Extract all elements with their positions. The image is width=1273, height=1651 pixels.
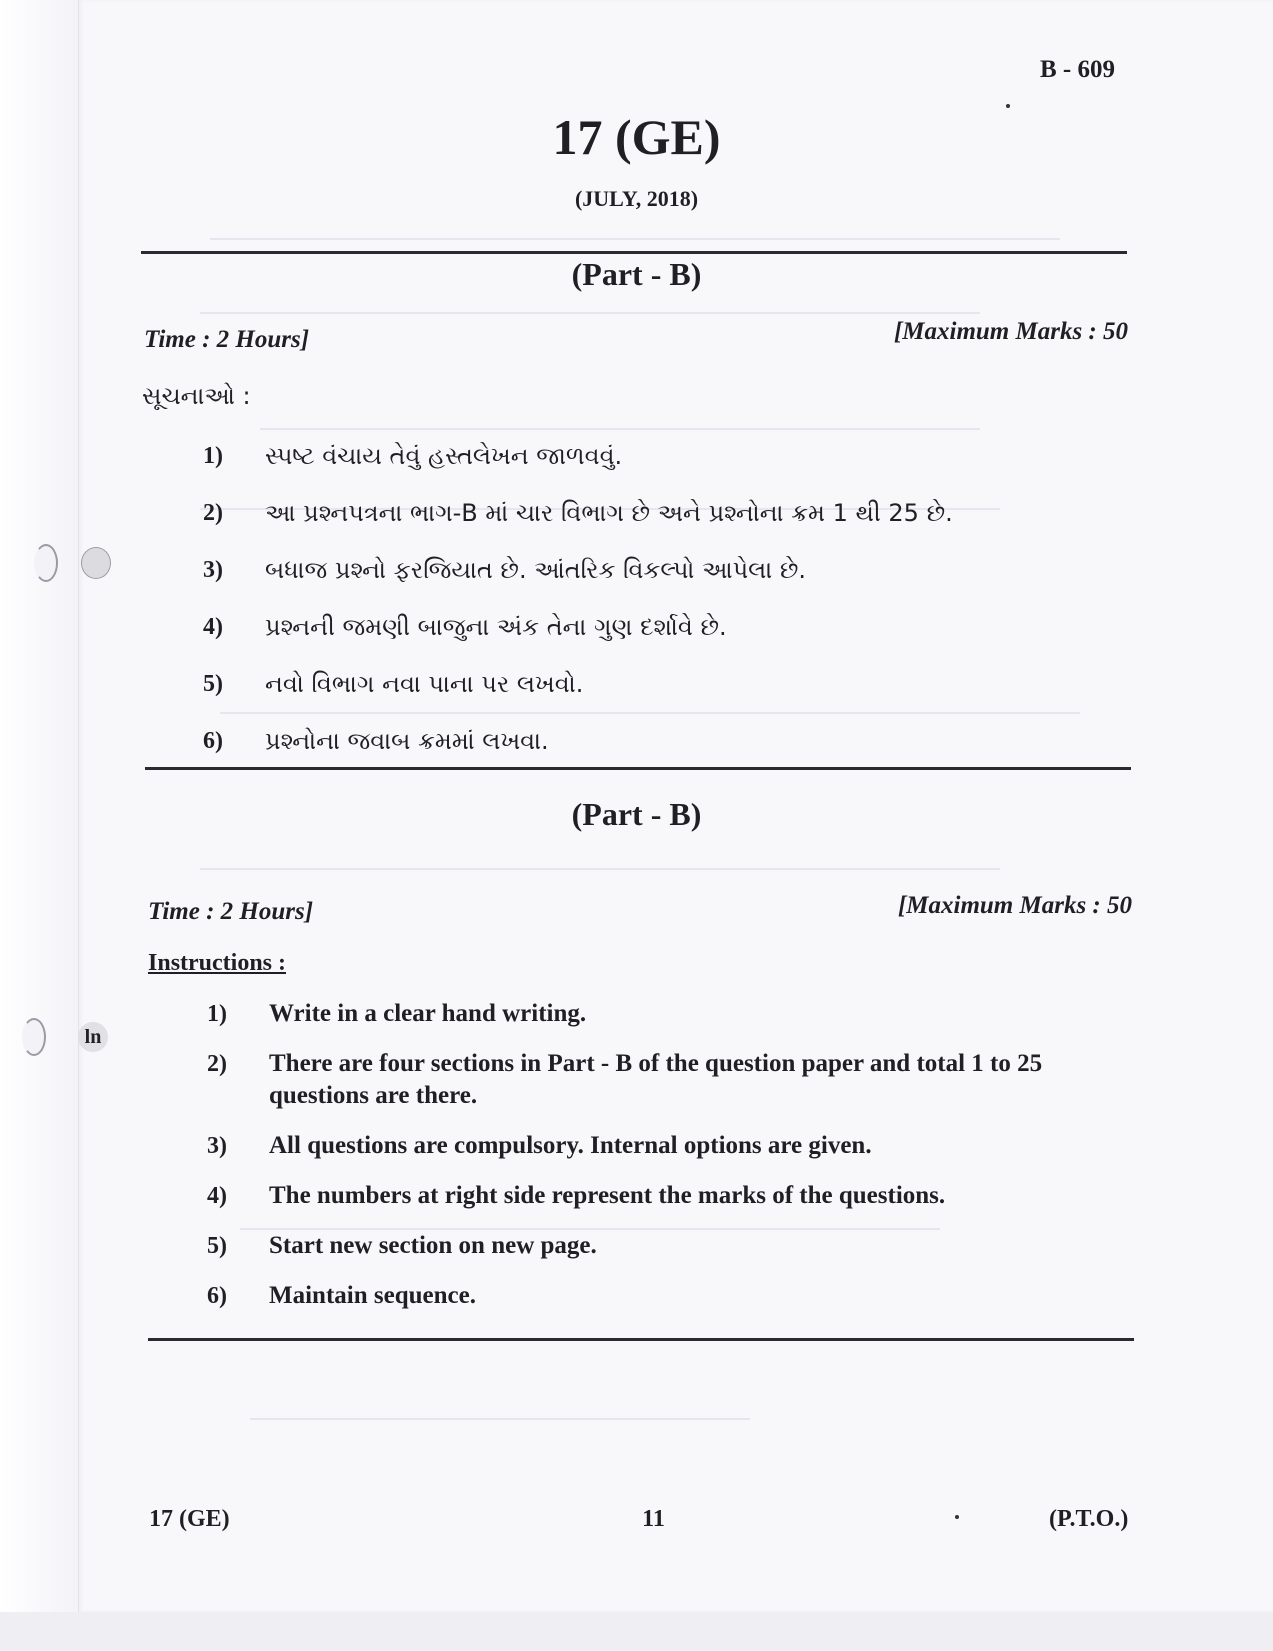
paper-title: 17 (GE) [552, 109, 721, 165]
bleed-through-line [250, 1418, 750, 1420]
max-marks-english: [Maximum Marks : 50 [897, 892, 1132, 919]
item-text: All questions are compulsory. Internal options are given. [269, 1132, 872, 1159]
bleed-through-line [210, 238, 1060, 240]
part-label-gujarati: (Part - B) [571, 256, 702, 292]
bleed-through-line [200, 868, 1000, 870]
list-item [207, 1048, 1137, 1112]
item-text: આ પ્રશ્નપત્રના ભાગ-B માં ચાર વિભાગ છે અને પ્રશ્નોના ક્રમ 1 થી 25 છે. [265, 499, 953, 527]
instructions-list-english [207, 998, 1137, 1330]
footer-paper-title: 17 (GE) [149, 1506, 230, 1532]
divider [141, 251, 1127, 254]
item-text: The numbers at right side represent the marks of the questions. [269, 1182, 946, 1209]
time-gujarati: Time : 2 Hours] [144, 326, 310, 353]
item-number: 5) [203, 671, 223, 697]
list-item [203, 611, 1103, 668]
item-text: Start new section on new page. [269, 1232, 597, 1259]
bleed-through-line [200, 312, 980, 314]
list-item [207, 1230, 1137, 1262]
list-item [207, 998, 1137, 1030]
item-text: Maintain sequence. [269, 1282, 476, 1309]
item-text: સ્પષ્ટ વંચાય તેવું હસ્તલેખન જાળવવું. [265, 442, 623, 470]
item-text: બધાજ પ્રશ્નો ફરજિયાત છે. આંતરિક વિકલ્પો આપેલા છે. [265, 556, 807, 584]
item-number: 4) [207, 1183, 227, 1209]
margin-mark: ln [78, 1022, 108, 1052]
item-text: નવો વિભાગ નવા પાના પર લખવો. [265, 670, 584, 698]
instructions-heading-english: Instructions : [148, 950, 287, 976]
divider [145, 767, 1131, 770]
part-label-english: (Part - B) [571, 796, 702, 832]
punch-hole [81, 547, 111, 579]
item-number: 2) [203, 500, 223, 526]
item-text: પ્રશ્નની જમણી બાજુના અંક તેના ગુણ દર્શાવે છે. [265, 613, 727, 641]
instructions-heading-gujarati: સૂચનાઓ : [142, 382, 251, 410]
item-number: 3) [203, 557, 223, 583]
item-number: 1) [203, 443, 223, 469]
item-text: પ્રશ્નોના જવાબ ક્રમમાં લખવા. [265, 727, 549, 755]
paper-code: B - 609 [1040, 56, 1115, 83]
list-item [207, 1280, 1137, 1312]
item-number: 6) [207, 1283, 227, 1309]
exam-date: (JULY, 2018) [574, 186, 699, 211]
list-item [203, 668, 1103, 725]
max-marks-gujarati: [Maximum Marks : 50 [893, 318, 1128, 345]
item-number: 6) [203, 728, 223, 754]
instructions-list-gujarati [203, 440, 1103, 782]
list-item [203, 440, 1103, 497]
footer-pto: (P.T.O.) [1049, 1506, 1129, 1532]
item-number: 3) [207, 1133, 227, 1159]
list-item [203, 554, 1103, 611]
list-item [203, 725, 1103, 782]
item-number: 4) [203, 614, 223, 640]
divider [148, 1338, 1134, 1341]
page-number: 11 [642, 1506, 665, 1532]
punch-hole-edge [34, 544, 58, 582]
item-text: There are four sections in Part - B of the question paper and total 1 to 25 questions are there. [269, 1050, 1043, 1109]
item-number: 5) [207, 1233, 227, 1259]
list-item [207, 1130, 1137, 1162]
item-text: Write in a clear hand writing. [269, 1000, 587, 1027]
bleed-through-line [260, 428, 980, 430]
list-item [203, 497, 1103, 554]
scan-bottom-edge [0, 1612, 1273, 1651]
time-english: Time : 2 Hours] [148, 898, 314, 925]
item-number: 2) [207, 1051, 227, 1077]
punch-hole-edge [22, 1018, 46, 1056]
list-item [207, 1180, 1137, 1212]
item-number: 1) [207, 1001, 227, 1027]
